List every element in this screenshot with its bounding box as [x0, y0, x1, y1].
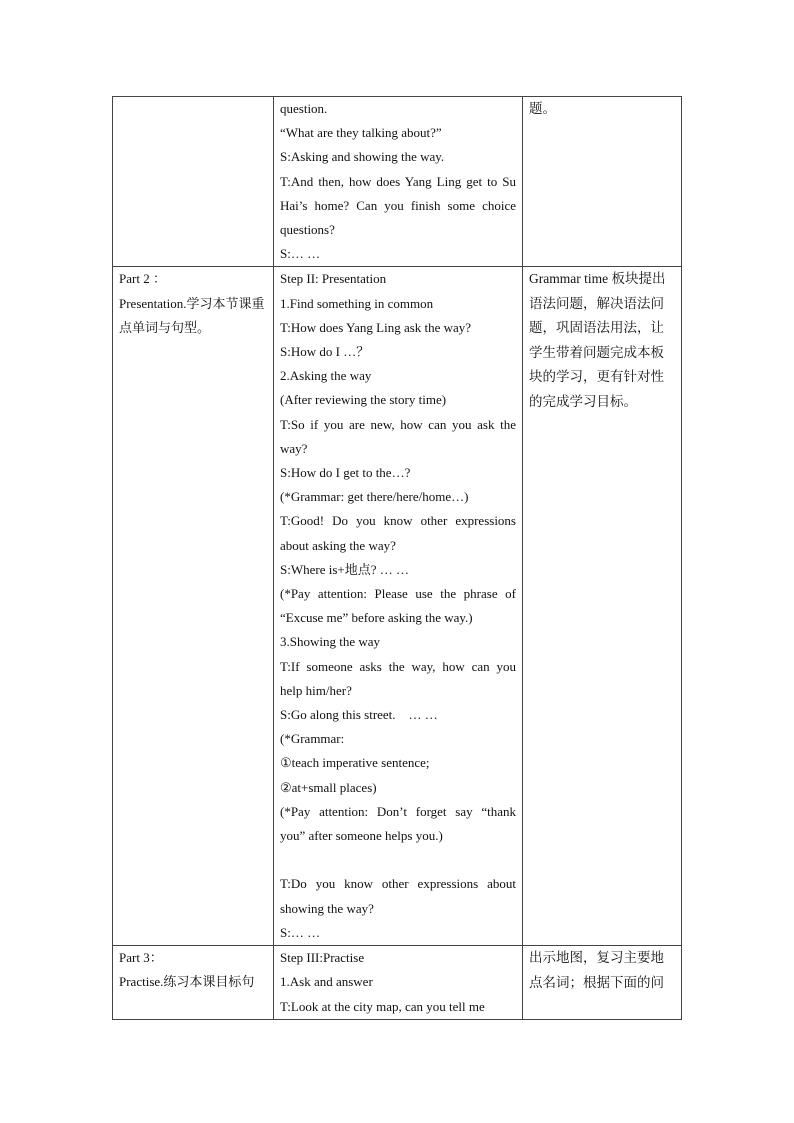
part-label-line: Practise.练习本课目标句	[119, 974, 255, 990]
process-line: 1.Ask and answer	[280, 974, 373, 990]
process-line: S:Asking and showing the way.	[280, 149, 445, 165]
process-line: T:How does Yang Ling ask the way?	[280, 319, 472, 335]
design-intent-cell	[523, 267, 682, 946]
process-line: (*Grammar:	[280, 731, 345, 747]
design-intent-text: Grammar time 板块提出语法问题，解决语法问题，巩固语法用法，让学生带着问题完成本板块的学习，更有针对性的完成学习目标。	[529, 271, 666, 409]
design-intent-cell	[523, 946, 682, 1020]
process-line: S:How do I …？	[280, 344, 370, 360]
process-line: 1.Find something in common	[280, 295, 434, 311]
process-line: question.	[280, 101, 328, 116]
process-line: S:… …	[280, 924, 321, 940]
teaching-process-cell	[274, 267, 523, 946]
process-line: S:Go along this street. … …	[280, 707, 438, 723]
process-line: T:So if you are new, how can you ask the way?	[280, 416, 516, 456]
part-label-line: Part 3：	[119, 950, 163, 966]
process-line: S:Where is+地点? … …	[280, 561, 410, 577]
design-intent-cell	[523, 97, 682, 267]
teaching-process-cell	[274, 946, 523, 1020]
part-label-line: Part 2 ：	[119, 271, 166, 287]
process-line: T:Look at the city map, can you tell me	[280, 998, 485, 1014]
part-label-cell	[113, 946, 274, 1020]
process-line: T:And then, how does Yang Ling get to Su Hai’s home? Can you finish some choice questions?	[280, 173, 516, 238]
process-line: S:How do I get to the…?	[280, 465, 411, 481]
process-line: Step II: Presentation	[280, 271, 387, 287]
design-intent-text: 题。	[529, 101, 556, 116]
process-line: S:… …	[280, 246, 321, 262]
table-row	[113, 267, 682, 946]
process-line: 2.Asking the way	[280, 368, 372, 384]
process-line: (After reviewing the story time)	[280, 392, 447, 408]
process-line: ①teach imperative sentence;	[280, 755, 430, 771]
process-line: Step III:Practise	[280, 950, 365, 966]
part-label-cell	[113, 267, 274, 946]
lesson-plan-table	[112, 96, 682, 1020]
process-line: T:Do you know other expressions about showing the way?	[280, 876, 516, 916]
process-line: (*Pay attention: Please use the phrase of “Excuse me” before asking the way.)	[280, 586, 516, 626]
process-line: “What are they talking about?”	[280, 125, 442, 141]
process-line: 3.Showing the way	[280, 634, 381, 650]
table-row	[113, 97, 682, 267]
process-line: ②at+small places)	[280, 779, 377, 795]
process-line: T:If someone asks the way, how can you help him/her?	[280, 658, 516, 698]
table-row	[113, 946, 682, 1020]
part-label-cell	[113, 97, 274, 267]
design-intent-text: 出示地图，复习主要地点名词；根据下面的问	[529, 950, 664, 990]
part-label-line: Presentation.学习本节课重点单词与句型。	[119, 295, 265, 335]
process-line: T:Good! Do you know other expressions about asking the way?	[280, 513, 516, 553]
teaching-process-cell	[274, 97, 523, 267]
process-line: (*Pay attention: Don’t forget say “thank you” after someone helps you.)	[280, 803, 516, 844]
process-line: (*Grammar: get there/here/home…)	[280, 489, 469, 505]
process-line	[280, 848, 516, 872]
